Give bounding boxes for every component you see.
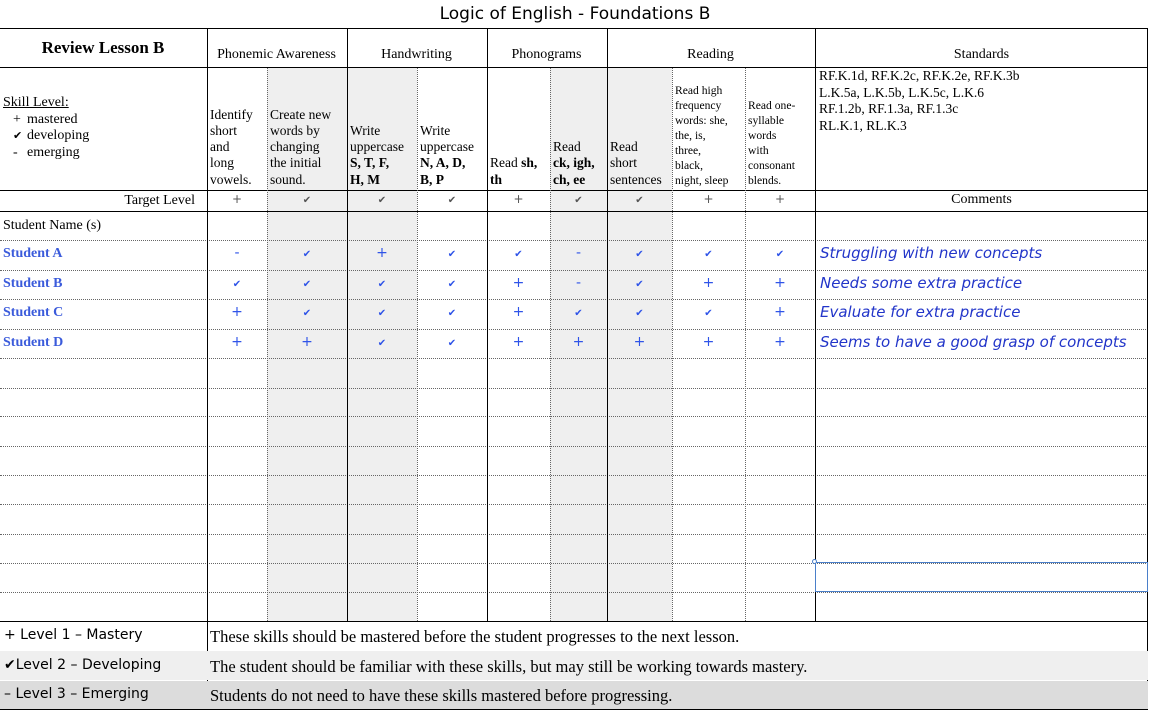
selection-handle[interactable] bbox=[812, 559, 817, 564]
student-mark: ✔ bbox=[635, 249, 644, 260]
skill-1-description bbox=[207, 107, 267, 188]
standards-list bbox=[819, 68, 1019, 134]
student-name: Student C bbox=[3, 305, 64, 320]
grid-line bbox=[0, 28, 1148, 29]
student-mark: ✔ bbox=[232, 279, 242, 290]
developing-symbol: ✔ bbox=[13, 130, 23, 142]
group-phonemic-awareness: Phonemic Awareness bbox=[217, 47, 336, 62]
skill-line: words: she, bbox=[675, 114, 728, 127]
student-mark: - bbox=[575, 245, 582, 261]
skill-key-mastered bbox=[13, 112, 78, 127]
student-mark: + bbox=[774, 334, 786, 350]
skill-line: and bbox=[210, 139, 230, 155]
skill-line: Read bbox=[553, 139, 581, 155]
skill-line: Write bbox=[350, 122, 381, 138]
skill-line: long bbox=[210, 155, 235, 171]
target-mark: + bbox=[513, 192, 524, 206]
skill-line: changing bbox=[270, 139, 320, 155]
skill-6-description bbox=[550, 139, 607, 188]
student-mark: + bbox=[702, 275, 715, 291]
standards-line: RF.K.1d, RF.K.2c, RF.K.2e, RF.K.3b bbox=[819, 68, 1020, 83]
legend-level-3-label: – Level 3 – Emerging bbox=[4, 686, 149, 702]
student-mark: ✔ bbox=[775, 249, 785, 260]
student-mark: + bbox=[633, 334, 646, 350]
grid-line bbox=[347, 28, 348, 621]
grid-line bbox=[0, 299, 1148, 300]
skill-line: three, bbox=[675, 144, 702, 157]
skill-line: consonant bbox=[748, 159, 796, 172]
student-mark: + bbox=[572, 334, 585, 350]
grid-line bbox=[0, 534, 1148, 535]
target-mark: + bbox=[774, 192, 786, 206]
skill-2-description bbox=[267, 107, 347, 188]
grid-line bbox=[815, 28, 816, 621]
legend-level-1-text: These skills should be mastered before the student progresses to the next lesson. bbox=[210, 627, 740, 646]
skill-level-heading: Skill Level: bbox=[3, 95, 69, 110]
skill-line: B, P bbox=[420, 171, 445, 187]
grid-line bbox=[0, 270, 1148, 271]
target-mark: ✔ bbox=[377, 195, 387, 206]
skill-line: vowels. bbox=[210, 171, 252, 187]
student-comment[interactable]: Evaluate for extra practice bbox=[820, 303, 1021, 321]
standards-line: L.K.5a, L.K.5b, L.K.5c, L.K.6 bbox=[819, 84, 984, 100]
student-comment[interactable]: Needs some extra practice bbox=[820, 274, 1023, 292]
skill-line: short bbox=[610, 155, 637, 171]
skill-line: Read one- bbox=[748, 99, 796, 112]
grid-line bbox=[487, 28, 488, 621]
skill-8-description bbox=[672, 83, 745, 188]
skill-line: the initial bbox=[270, 155, 322, 171]
target-mark: ✔ bbox=[574, 195, 583, 206]
grid-line bbox=[0, 592, 1148, 593]
student-mark: - bbox=[575, 275, 582, 291]
grid-line bbox=[0, 475, 1148, 476]
skill-3-description bbox=[347, 123, 417, 188]
developing-label: developing bbox=[27, 128, 90, 143]
student-mark: - bbox=[234, 245, 240, 261]
skill-line: H, M bbox=[350, 171, 380, 187]
skill-line: sound. bbox=[270, 171, 306, 187]
student-mark: ✔ bbox=[574, 308, 583, 319]
skill-line: S, T, F, bbox=[350, 155, 390, 171]
skill-line: N, A, D, bbox=[420, 155, 466, 171]
grid-line bbox=[0, 329, 1148, 330]
skill-line: blends. bbox=[748, 174, 782, 187]
skill-line: black, bbox=[675, 159, 704, 172]
student-mark: + bbox=[301, 334, 313, 350]
skill-line: Write bbox=[420, 122, 451, 138]
emerging-symbol: - bbox=[13, 145, 18, 160]
grid-line bbox=[0, 504, 1148, 505]
student-comment[interactable]: Struggling with new concepts bbox=[820, 244, 1043, 262]
student-mark: ✔ bbox=[704, 249, 713, 260]
skill-key-developing bbox=[13, 128, 89, 144]
student-mark: + bbox=[512, 334, 525, 350]
legend-level-1-label: + Level 1 – Mastery bbox=[4, 627, 143, 643]
student-mark: + bbox=[774, 275, 786, 291]
grid-line bbox=[1147, 28, 1148, 710]
group-handwriting: Handwriting bbox=[381, 47, 452, 62]
grid-line bbox=[0, 446, 1148, 447]
skill-line: with bbox=[748, 144, 769, 157]
skill-line: ch, ee bbox=[553, 171, 586, 187]
grid-line bbox=[0, 211, 1148, 212]
student-mark: ✔ bbox=[447, 338, 457, 349]
student-mark: + bbox=[376, 245, 388, 261]
skill-line: words bbox=[748, 129, 777, 142]
student-mark: ✔ bbox=[447, 308, 457, 319]
grid-line bbox=[0, 190, 1148, 191]
grid-line bbox=[0, 240, 1148, 241]
skill-line: th bbox=[490, 171, 503, 187]
target-mark: ✔ bbox=[447, 195, 457, 206]
student-mark: + bbox=[702, 334, 715, 350]
legend-level-2-text: The student should be familiar with these skills, but may still be working towards mastery. bbox=[210, 657, 808, 676]
student-mark: + bbox=[512, 275, 525, 291]
document-title: Logic of English - Foundations B bbox=[439, 4, 711, 24]
student-mark: ✔ bbox=[302, 279, 312, 290]
student-mark: + bbox=[231, 334, 243, 350]
grid-line bbox=[0, 416, 1148, 417]
legend-level-2-label: ✔Level 2 – Developing bbox=[4, 657, 162, 673]
student-comment[interactable]: Seems to have a good grasp of concepts bbox=[820, 333, 1127, 351]
skill-9-description bbox=[745, 98, 815, 188]
skill-line: night, sleep bbox=[675, 174, 729, 187]
student-mark: ✔ bbox=[377, 338, 387, 349]
grid-line bbox=[607, 28, 608, 621]
skill-line: short bbox=[210, 122, 237, 138]
student-mark: ✔ bbox=[635, 279, 644, 290]
skill-7-description bbox=[607, 139, 672, 188]
skill-line: the, is, bbox=[675, 129, 706, 142]
selected-comment-cell[interactable] bbox=[815, 562, 1148, 592]
target-mark: ✔ bbox=[302, 195, 312, 206]
student-mark: ✔ bbox=[704, 308, 713, 319]
student-mark: ✔ bbox=[514, 249, 523, 260]
student-mark: ✔ bbox=[377, 308, 387, 319]
group-standards: Standards bbox=[953, 47, 1010, 62]
lesson-title: Review Lesson B bbox=[41, 38, 165, 57]
skill-line: ck, igh, bbox=[553, 155, 595, 171]
student-mark: ✔ bbox=[302, 308, 312, 319]
skill-line: frequency bbox=[675, 99, 722, 112]
skill-line: words by bbox=[270, 122, 320, 138]
grid-line bbox=[0, 358, 1148, 359]
standards-line: RL.K.1, RL.K.3 bbox=[819, 117, 907, 133]
skill-5-description bbox=[487, 155, 550, 188]
student-mark: ✔ bbox=[302, 249, 312, 260]
comments-header: Comments bbox=[951, 192, 1012, 207]
emerging-label: emerging bbox=[27, 145, 80, 160]
skill-line: uppercase bbox=[420, 139, 474, 155]
target-level-label: Target Level bbox=[124, 193, 195, 208]
skill-line: uppercase bbox=[350, 139, 404, 155]
skill-line: Read sh, bbox=[490, 155, 538, 171]
student-name-header: Student Name (s) bbox=[3, 218, 101, 233]
grid-line bbox=[0, 709, 1148, 710]
grid-line bbox=[0, 621, 1148, 622]
student-mark: ✔ bbox=[447, 279, 457, 290]
group-phonograms: Phonograms bbox=[511, 47, 582, 62]
student-name: Student A bbox=[3, 246, 63, 261]
skill-line: sentences bbox=[610, 171, 662, 187]
target-mark: + bbox=[703, 192, 714, 206]
mastered-label: mastered bbox=[27, 112, 78, 127]
mastered-symbol: + bbox=[13, 112, 21, 127]
student-mark: + bbox=[231, 304, 243, 320]
student-mark: + bbox=[774, 304, 786, 320]
group-reading: Reading bbox=[687, 47, 734, 62]
skill-key-emerging bbox=[13, 145, 80, 160]
skill-line: Read bbox=[610, 139, 638, 155]
student-name: Student D bbox=[3, 335, 64, 350]
skill-line: Read high bbox=[675, 84, 723, 97]
skill-line: syllable bbox=[748, 114, 785, 127]
grid-line bbox=[0, 388, 1148, 389]
student-mark: + bbox=[512, 304, 525, 320]
skill-line: Identify bbox=[210, 106, 253, 122]
student-mark: ✔ bbox=[377, 279, 387, 290]
standards-line: RF.1.2b, RF.1.3a, RF.1.3c bbox=[819, 101, 959, 116]
skill-4-description bbox=[417, 123, 487, 188]
target-mark: ✔ bbox=[635, 195, 644, 206]
legend-level-3-text: Students do not need to have these skills mastered before progressing. bbox=[210, 686, 673, 705]
student-name: Student B bbox=[3, 276, 63, 291]
student-mark: ✔ bbox=[635, 308, 644, 319]
target-mark: + bbox=[231, 192, 243, 206]
student-mark: ✔ bbox=[447, 249, 457, 260]
skill-line: Create new bbox=[270, 106, 332, 122]
